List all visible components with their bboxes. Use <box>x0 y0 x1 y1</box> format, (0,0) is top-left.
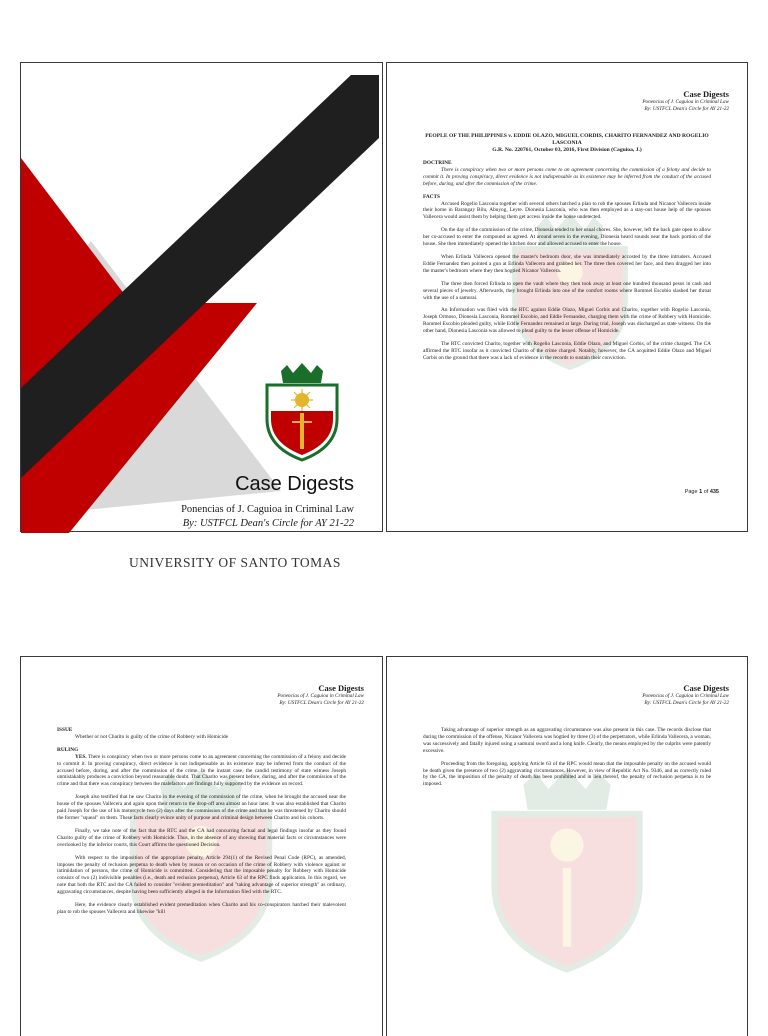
cover-subtitle: Ponencias of J. Caguioa in Criminal Law <box>181 504 354 515</box>
ruling-paragraph: Here, the evidence clearly established evident premeditation when Charito and his co-conspirators hatched their malevolent plan to rob the spouses Vallecera and likewise "kill <box>57 902 346 915</box>
header-title: Case Digests <box>318 683 364 693</box>
page-header <box>642 683 729 706</box>
cover-subtitle-block <box>181 503 354 531</box>
case-number: G.R. No. 220761, October 03, 2016, First Division (Caguioa, J.) <box>492 147 642 153</box>
cover-title: Case Digests <box>235 473 354 495</box>
page-body <box>423 727 711 794</box>
case-title-block <box>423 133 711 154</box>
facts-paragraph: The RTC convicted Charito, together with Rogelio Lasconia, Eddie Olazo, and Miguel Corbis, of the crime charged. The CA affirmed the RTC insofar as it convicted Charito of the crime charged. Notably, however, the CA acquitted Eddie Olazo and Miguel Corbis on the ground that there was a lack of evidence in the records to sustain their conviction. <box>423 341 711 361</box>
digest-page-2 <box>20 656 383 1036</box>
cover-byline: By: USTFCL Dean's Circle for AY 21-22 <box>182 518 354 529</box>
page-header <box>642 89 729 112</box>
issue-heading: ISSUE <box>57 727 73 733</box>
doctrine-heading: DOCTRINE <box>423 160 452 166</box>
facts-paragraph: On the day of the commission of the crime, Dionesia tended to her usual chores. She, however, left the back gate open to allow her co-accused to enter the compound as agreed. At around seven in the evening, Dionesia heard sounds near the back portion of the house. She then immediately opened the kitchen door and allowed accused to enter the house. <box>423 227 711 248</box>
facts-heading: FACTS <box>423 193 440 200</box>
digest-page-1 <box>386 62 748 532</box>
facts-paragraph: When Erlinda Vallecera opened the master's bedroom door, she was immediately accosted by the three intruders. Accused Eddie Fernandez then pointed a gun at Erlinda Vallecera and grabbed her. The three then covered her face, and then dragged her into the master's bedroom where they then hogtied Nicanor Vallecera. <box>423 253 711 274</box>
ruling-paragraph: Finally, we take note of the fact that the RTC and the CA had concurring factual and legal findings insofar as they found Charito guilty of the crime of Robbery with Homicide. Thus, in the absence of any showing that material facts or circumstances were overlooked by the inferior courts, this Court affirms the questioned Decision. <box>57 827 346 848</box>
ruling-paragraph: Taking advantage of superior strength as an aggravating circumstance was also present in this case. The records disclose that during the commission of the offense, Nicanor Vallecera was hogtied by three (3) of the perpetrators, while Erlinda Vallecera, a woman, was successively and fatally injured using a samurai sword and a long knife. Clearly, the means employed by the culprits were patently excessive. <box>423 727 711 754</box>
watermark-crest-icon <box>482 767 652 977</box>
facts-paragraph: Accused Rogelio Lasconia together with several others hatched a plan to rob the spouses Erlinda and Nicanor Vallecera inside their home in Barangay Bilu, Abuyog, Leyte. Dionesia Lasconia, who was then employed as a stay-out house help of the spouses Vallecera would assist them by helping them get access inside the house undetected. <box>423 200 711 221</box>
page-body <box>423 133 711 368</box>
ruling-heading: RULING <box>57 746 79 753</box>
header-title: Case Digests <box>683 89 729 99</box>
header-byline: By: USTFCL Dean's Circle for AY 21-22 <box>279 699 364 706</box>
header-byline: By: USTFCL Dean's Circle for AY 21-22 <box>644 699 729 706</box>
ust-crest-icon <box>261 363 343 463</box>
facts-paragraph: The three then forced Erlinda to open the vault where they then took away at least one hundred thousand pesos in cash and several pieces of jewelry. Afterwards, they brought Erlinda into one of the comfort rooms where Rommel Escobio slashed her throat with the use of a samurai. <box>423 280 711 301</box>
header-title: Case Digests <box>683 683 729 693</box>
issue-text: Whether or not Charito is guilty of the crime of Robbery with Homicide <box>75 733 228 740</box>
page-header <box>277 683 364 706</box>
digest-page-3 <box>386 656 748 1036</box>
header-byline: By: USTFCL Dean's Circle for AY 21-22 <box>644 105 729 112</box>
ruling-paragraph: Proceeding from the foregoing, applying Article 63 of the RPC would mean that the imposable penalty on the accused would be death given the presence of two (2) aggravating circumstances. However, in view of Republic Act No. 9346, and as correctly ruled by the CA, the imposition of the penalty of death has been prohibited and in lieu thereof, the penalty of reclusion perpetua is to be imposed. <box>423 760 711 788</box>
header-subtitle: Ponencias of J. Caguioa in Criminal Law <box>642 99 729 105</box>
page-body <box>57 727 346 922</box>
ruling-paragraph: YES. There is conspiracy when two or more persons come to an agreement concerning the commission of a felony and decide to commit it. In proving conspiracy, direct evidence is not indispensable as its existence may be inferred from the conduct of the accused before, during, and after the commission of the crime. In the instant case, the candid testimony of state witness Joseph unmistakably produces a conviction beyond reasonable doubt. That Charito was present before, during, and after the commission of the crime and that there was conspiracy between the malefactors are findings fully supported by the evidence on record. <box>57 753 346 788</box>
cover-university: UNIVERSITY OF SANTO TOMAS <box>129 555 341 570</box>
header-subtitle: Ponencias of J. Caguioa in Criminal Law <box>277 693 364 699</box>
page-number: Page 1 of 435 <box>684 489 719 495</box>
ruling-answer: YES. <box>75 753 87 760</box>
facts-paragraph: An Information was filed with the RTC against Eddie Olazo, Miguel Corbis and Charito, together with Rogelio Lasconia, Joseph Ormoso, Dionesia Lasconia, Rommel Escobio, and Eddie Fernandez, charging them with the crime of Robbery with Homicide. Rommel Escobio pleaded guilty, while Eddie Fernandez remained at large. During trial, Joseph was discharged as state witness. On the other hand, Dionesia Lasconia was allowed to plead guilty to the lesser offense of Homicide. <box>423 307 711 335</box>
header-subtitle: Ponencias of J. Caguioa in Criminal Law <box>642 693 729 699</box>
case-title: PEOPLE OF THE PHILIPPINES v. EDDIE OLAZO, MIGUEL CORDIS, CHARITO FERNANDEZ AND ROGELIO LASCONIA <box>425 133 709 146</box>
doctrine-text: There is conspiracy when two or more persons come to an agreement concerning the commission of a felony and decide to commit it. In proving conspiracy, direct evidence is not indispensable as its existence may be inferred from the conduct of the accused before, during, and after the commission of the crime. <box>423 166 711 187</box>
ruling-paragraph: With respect to the imposition of the appropriate penalty, Article 294(1) of the Revised Penal Code (RPC), as amended, imposes the penalty of reclusion perpetua to death when by reason or on occasion of the crime of Robbery with violence against or intimidation of persons, the crime of Homicide is committed. Considering that the imposable penalty for Robbery with Homicide consists of two (2) indivisible penalties (i.e., death and reclusion perpetua), Article 63 of the RPC finds application. In this regard, we note that both the RTC and the CA failed to consider "evident premeditation" and "taking advantage of superior strength" as ordinary, aggravating circumstances, despite having been sufficiently alleged in the Information filed with the RTC. <box>57 854 346 896</box>
cover-page <box>20 62 383 570</box>
ruling-paragraph: Joseph also testified that he saw Charito in the evening of the commission of the crime, when he brought the accused near the house of the spouses Vallecera and again upon their return to the drop-off area almost an hour later. It was also established that Charito paid Joseph for the use of his motorcycle two (2) days after the commission of the crime and that he was threatened by Charito should the former "squeal" on them. These facts clearly evince unity of purpose and criminal design between Charito and his cohorts. <box>57 794 346 821</box>
